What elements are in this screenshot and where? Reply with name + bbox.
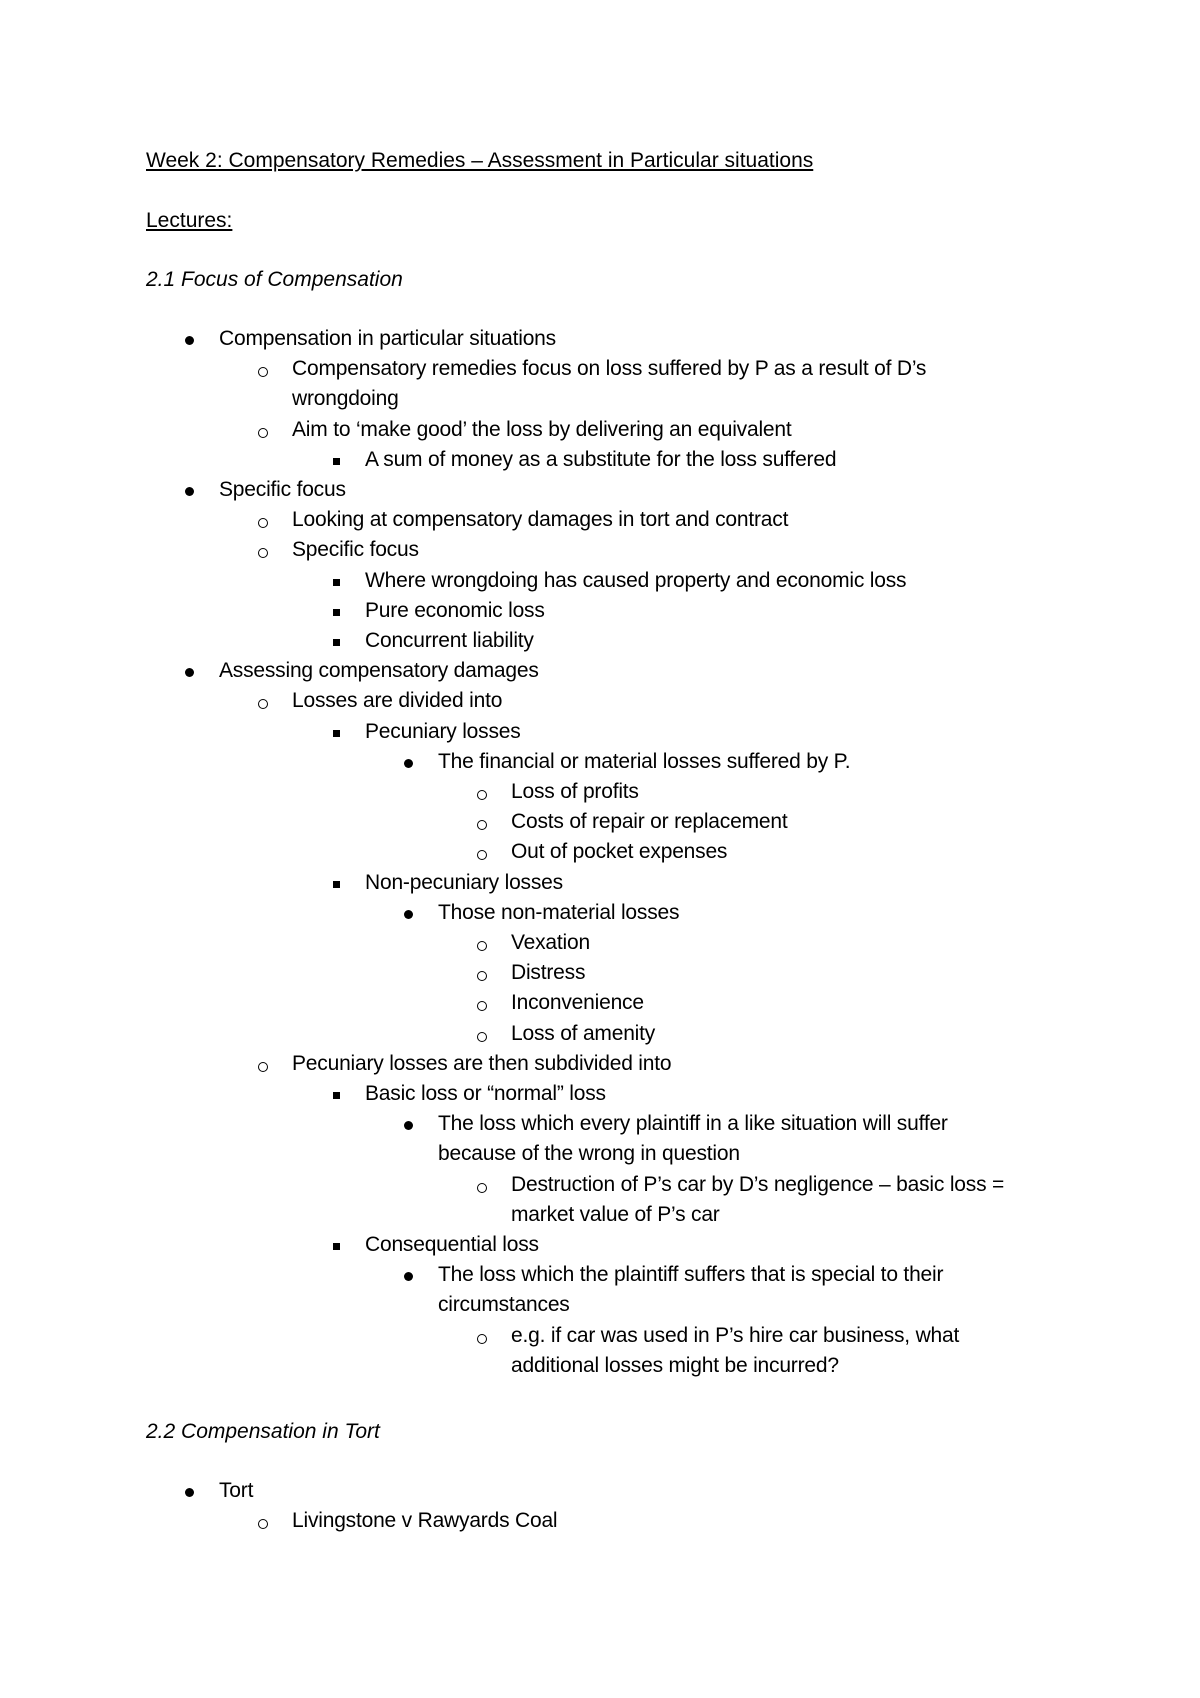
list-item: Distress xyxy=(511,961,586,985)
bullet-square-icon xyxy=(333,730,340,737)
list-item: Out of pocket expenses xyxy=(511,840,728,864)
bullet-square-icon xyxy=(333,458,340,465)
list-item-continuation: wrongdoing xyxy=(292,387,399,411)
list-item: Looking at compensatory damages in tort and contract xyxy=(292,508,789,532)
list-item: Those non-material losses xyxy=(438,900,680,924)
list-item: Tort xyxy=(219,1479,254,1502)
list-item: Compensation in particular situations xyxy=(219,327,556,350)
bullet-dot-icon xyxy=(404,1121,413,1130)
list-item: Non-pecuniary losses xyxy=(365,870,563,894)
bullet-circle-icon xyxy=(258,1062,268,1072)
bullet-dot-icon xyxy=(185,668,194,677)
bullet-dot-icon xyxy=(404,910,413,919)
list-item: The financial or material losses suffered by P. xyxy=(438,749,851,773)
bullet-circle-icon xyxy=(258,699,268,709)
list-item: Specific focus xyxy=(219,478,346,501)
list-item: Inconvenience xyxy=(511,991,644,1015)
list-item: Where wrongdoing has caused property and economic loss xyxy=(365,568,907,592)
list-item: Basic loss or “normal” loss xyxy=(365,1082,606,1105)
list-item: Specific focus xyxy=(292,538,419,562)
section-heading-2-1: 2.1 Focus of Compensation xyxy=(146,268,403,291)
lectures-heading: Lectures: xyxy=(146,209,233,232)
bullet-square-icon xyxy=(333,609,340,616)
bullet-square-icon xyxy=(333,881,340,888)
bullet-square-icon xyxy=(333,1243,340,1250)
list-item: Pecuniary losses xyxy=(365,719,521,743)
list-item: Livingstone v Rawyards Coal xyxy=(292,1509,558,1533)
bullet-circle-icon xyxy=(477,941,487,951)
bullet-circle-icon xyxy=(477,1001,487,1011)
bullet-square-icon xyxy=(333,639,340,646)
bullet-circle-icon xyxy=(258,428,268,438)
list-item: Compensatory remedies focus on loss suffered by P as a result of D’s xyxy=(292,357,927,381)
document-title: Week 2: Compensatory Remedies – Assessment in Particular situations xyxy=(146,149,814,172)
bullet-circle-icon xyxy=(477,1334,487,1344)
list-item: The loss which the plaintiff suffers that is special to their xyxy=(438,1263,944,1287)
list-item-continuation: circumstances xyxy=(438,1293,570,1317)
bullet-circle-icon xyxy=(258,1519,268,1529)
list-item: Loss of profits xyxy=(511,780,639,803)
bullet-square-icon xyxy=(333,1092,340,1099)
list-item: Consequential loss xyxy=(365,1233,539,1256)
list-item: Costs of repair or replacement xyxy=(511,810,788,834)
bullet-dot-icon xyxy=(404,1272,413,1281)
bullet-circle-icon xyxy=(477,1032,487,1042)
list-item: Loss of amenity xyxy=(511,1021,656,1045)
bullet-circle-icon xyxy=(477,971,487,981)
list-item: Pecuniary losses are then subdivided into xyxy=(292,1051,672,1075)
list-item: Aim to ‘make good’ the loss by delivering an equivalent xyxy=(292,417,792,441)
section-heading-2-2: 2.2 Compensation in Tort xyxy=(146,1420,380,1443)
list-item: e.g. if car was used in P’s hire car business, what xyxy=(511,1323,960,1347)
list-item: Vexation xyxy=(511,931,590,954)
bullet-circle-icon xyxy=(258,367,268,377)
list-item: Concurrent liability xyxy=(365,629,534,652)
bullet-circle-icon xyxy=(477,850,487,860)
bullet-dot-icon xyxy=(185,1488,194,1497)
bullet-circle-icon xyxy=(258,548,268,558)
bullet-circle-icon xyxy=(477,1183,487,1193)
list-item: Destruction of P’s car by D’s negligence – basic loss = xyxy=(511,1172,1005,1196)
list-item: Assessing compensatory damages xyxy=(219,659,539,683)
bullet-circle-icon xyxy=(258,518,268,528)
bullet-dot-icon xyxy=(185,487,194,496)
bullet-circle-icon xyxy=(477,820,487,830)
list-item-continuation: additional losses might be incurred? xyxy=(511,1353,839,1377)
list-item: A sum of money as a substitute for the loss suffered xyxy=(365,447,837,471)
list-item: The loss which every plaintiff in a like situation will suffer xyxy=(438,1112,948,1136)
list-item: Losses are divided into xyxy=(292,689,503,713)
bullet-dot-icon xyxy=(404,759,413,768)
list-item-continuation: market value of P’s car xyxy=(511,1202,720,1226)
bullet-circle-icon xyxy=(477,790,487,800)
bullet-square-icon xyxy=(333,579,340,586)
list-item: Pure economic loss xyxy=(365,598,545,622)
list-item-continuation: because of the wrong in question xyxy=(438,1142,740,1166)
bullet-dot-icon xyxy=(185,336,194,345)
